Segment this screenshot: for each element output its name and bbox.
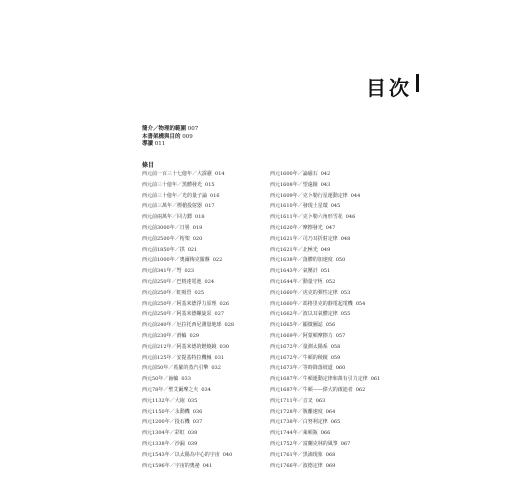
toc-entry-title: 西元1621年／北極光 bbox=[270, 246, 318, 253]
toc-entry[interactable] bbox=[142, 407, 234, 418]
toc-entry-page: 035 bbox=[187, 397, 198, 404]
toc-entry-page: 026 bbox=[219, 300, 230, 307]
toc-entry-page: 015 bbox=[205, 181, 215, 188]
toc-entry-page: 053 bbox=[340, 289, 351, 296]
front-matter-title: 導讀 bbox=[142, 141, 154, 147]
toc-entry-title: 西元前3000年／日晷 bbox=[142, 224, 190, 231]
toc-entry-title: 西元前341年／弩 bbox=[142, 268, 182, 275]
toc-entry[interactable] bbox=[270, 266, 380, 277]
toc-entry[interactable] bbox=[270, 212, 380, 223]
toc-entry[interactable] bbox=[142, 255, 234, 266]
toc-entry[interactable] bbox=[142, 201, 234, 212]
toc-entry-title: 西元1543年／以太陽為中心的宇宙 bbox=[142, 451, 220, 458]
toc-entry-title: 西元前212年／阿基米德的燃燒鏡 bbox=[142, 343, 217, 350]
toc-entry-page: 036 bbox=[192, 408, 203, 415]
toc-entry-title: 西元1744年／萊頓瓶 bbox=[270, 430, 318, 437]
toc-entry[interactable] bbox=[270, 374, 380, 385]
front-matter-list bbox=[142, 126, 342, 149]
toc-entry-page: 033 bbox=[181, 376, 191, 383]
toc-entry-title: 西元前50年／希羅的蒸汽引擎 bbox=[142, 365, 209, 372]
toc-entry[interactable] bbox=[270, 223, 380, 234]
front-matter-page: 009 bbox=[182, 133, 193, 140]
toc-entry[interactable] bbox=[270, 417, 380, 428]
toc-entry-page: 014 bbox=[215, 171, 225, 177]
toc-entry-title: 西元1596年／宇宙的奧祕 bbox=[142, 462, 200, 469]
toc-entry[interactable] bbox=[270, 461, 380, 472]
toc-entry[interactable] bbox=[270, 277, 380, 288]
toc-entry-title: 西元1672年／量測太陽系 bbox=[270, 343, 328, 350]
toc-entry-page: 037 bbox=[192, 419, 203, 426]
toc-entry-title: 西元1673年／等時降落坡道 bbox=[270, 365, 333, 372]
toc-entry-page: 044 bbox=[350, 192, 361, 199]
toc-entry-title: 西元1665年／顯微圖誌 bbox=[270, 322, 323, 329]
toc-entry-page: 062 bbox=[355, 386, 366, 393]
toc-entry-page: 027 bbox=[214, 311, 225, 318]
toc-entry-title: 西元50年／齒輪 bbox=[142, 376, 179, 383]
toc-entry-title: 西元1611年／克卜勒六角形雪花 bbox=[270, 214, 343, 221]
toc-entry-title: 西元1600年／論磁石 bbox=[270, 171, 318, 177]
page-title: 目次 bbox=[366, 76, 412, 100]
toc-entry-title: 西元1728年／脫離速度 bbox=[270, 408, 323, 415]
front-matter-item[interactable] bbox=[142, 126, 342, 134]
toc-entry[interactable] bbox=[270, 201, 380, 212]
front-matter-page: 011 bbox=[154, 141, 166, 147]
toc-entry-title: 西元1132年／大砲 bbox=[142, 397, 185, 404]
toc-entry-page: 048 bbox=[340, 235, 351, 242]
toc-entry-page: 046 bbox=[345, 214, 356, 221]
toc-entry-page: 024 bbox=[204, 278, 215, 285]
toc-entry[interactable] bbox=[270, 191, 380, 202]
toc-entry-title: 西元前250年／阿基米德浮力原理 bbox=[142, 300, 217, 307]
toc-entry-page: 068 bbox=[325, 451, 336, 458]
toc-entry[interactable] bbox=[142, 417, 234, 428]
toc-entry-page: 056 bbox=[325, 322, 336, 329]
toc-entry[interactable] bbox=[142, 342, 234, 353]
toc-entry-title: 西元1711年／音叉 bbox=[270, 397, 313, 404]
toc-entry-page: 016 bbox=[210, 192, 220, 199]
toc-entry-title: 西元前三十億年／黑體發光 bbox=[142, 181, 203, 188]
toc-entry-page: 029 bbox=[189, 332, 200, 339]
toc-entry-page: 038 bbox=[187, 430, 198, 437]
toc-entry-title: 西元前一百三十七億年／大霹靂 bbox=[142, 171, 213, 177]
toc-entry-title: 西元1150年／永動機 bbox=[142, 408, 190, 415]
toc-entry[interactable] bbox=[270, 255, 380, 266]
toc-entry[interactable] bbox=[142, 385, 234, 396]
toc-entry[interactable] bbox=[270, 309, 380, 320]
toc-entry[interactable] bbox=[142, 245, 234, 256]
toc-entry-page: 045 bbox=[330, 203, 341, 210]
toc-entry[interactable] bbox=[142, 180, 234, 191]
toc-entry-title: 西元1610年／發現土星環 bbox=[270, 203, 328, 210]
toc-entry-title: 西元前1000年／奧爾梅克羅盤 bbox=[142, 257, 210, 264]
toc-entry-page: 060 bbox=[335, 365, 346, 372]
toc-entry-page: 030 bbox=[219, 343, 230, 350]
entries-section-label: 條目 bbox=[142, 162, 155, 169]
toc-entry-page: 069 bbox=[325, 462, 336, 469]
toc-entry-page: 019 bbox=[192, 224, 203, 231]
toc-entry-title: 西元1660年／虎克的彈性定律 bbox=[270, 289, 338, 296]
toc-entry-page: 022 bbox=[212, 257, 223, 264]
toc-entry-page: 021 bbox=[187, 246, 198, 253]
toc-entry[interactable] bbox=[142, 191, 234, 202]
toc-entry[interactable] bbox=[270, 428, 380, 439]
toc-entry-title: 西元前250年／巴格達電池 bbox=[142, 278, 202, 285]
toc-entry[interactable] bbox=[270, 385, 380, 396]
toc-entry-page: 064 bbox=[325, 408, 336, 415]
front-matter-item[interactable] bbox=[142, 134, 342, 142]
toc-entry-page: 063 bbox=[315, 397, 326, 404]
toc-entry-title: 西元1672年／牛頓的稜鏡 bbox=[270, 354, 328, 361]
toc-entry-title: 西元1687年／牛頓——偉大的啟迪者 bbox=[270, 386, 353, 393]
toc-entry-title: 西元前1850年／拱 bbox=[142, 246, 185, 253]
toc-entry[interactable] bbox=[270, 363, 380, 374]
toc-entry-title: 西元前三萬年／標槍投射器 bbox=[142, 203, 203, 210]
toc-entry-title: 西元前250年／阿基米德螺旋泵 bbox=[142, 311, 212, 318]
toc-entry-page: 043 bbox=[320, 181, 331, 188]
toc-entry-page: 041 bbox=[202, 462, 213, 469]
toc-entry-page: 065 bbox=[330, 419, 341, 426]
title-bar-decoration bbox=[416, 74, 419, 92]
toc-entry-page: 028 bbox=[224, 322, 235, 329]
toc-entry-page: 052 bbox=[325, 278, 336, 285]
toc-entry-title: 西元1738年／白努利定律 bbox=[270, 419, 328, 426]
toc-entry[interactable] bbox=[142, 363, 234, 374]
toc-entry-page: 042 bbox=[320, 171, 331, 177]
toc-entry-title: 西元1200年／投石機 bbox=[142, 419, 190, 426]
toc-entry[interactable] bbox=[270, 288, 380, 299]
toc-entry-page: 050 bbox=[335, 257, 346, 264]
toc-entry[interactable] bbox=[270, 299, 380, 310]
toc-entry[interactable] bbox=[142, 450, 234, 461]
toc-entry-page: 059 bbox=[330, 354, 341, 361]
toc-entry[interactable] bbox=[270, 245, 380, 256]
entries-left-column bbox=[142, 169, 234, 471]
toc-entry-page: 047 bbox=[325, 224, 336, 231]
toc-entry-page: 017 bbox=[205, 203, 215, 210]
toc-entry[interactable] bbox=[142, 396, 234, 407]
toc-entry[interactable] bbox=[142, 212, 234, 223]
toc-entry[interactable] bbox=[142, 234, 234, 245]
toc-entry[interactable] bbox=[142, 169, 234, 180]
toc-entry[interactable] bbox=[142, 277, 234, 288]
toc-entry-title: 西元1660年／馮格里克的靜電起電機 bbox=[270, 300, 353, 307]
toc-entry[interactable] bbox=[142, 223, 234, 234]
toc-entry[interactable] bbox=[142, 374, 234, 385]
toc-entry-title: 西元前兩萬年／回力鏢 bbox=[142, 214, 193, 221]
toc-entry-page: 018 bbox=[195, 214, 205, 221]
toc-entry[interactable] bbox=[270, 169, 380, 180]
toc-entry-page: 067 bbox=[340, 440, 351, 447]
toc-entry-page: 051 bbox=[320, 268, 331, 275]
toc-entry-title: 西元1620年／摩擦發光 bbox=[270, 224, 323, 231]
toc-entry[interactable] bbox=[270, 353, 380, 364]
toc-entry[interactable] bbox=[270, 234, 380, 245]
toc-entry-title: 西元前三十億年／光的量子論 bbox=[142, 192, 208, 199]
toc-entry-title: 西元前2500年／桁架 bbox=[142, 235, 190, 242]
toc-entry-page: 057 bbox=[335, 332, 346, 339]
toc-entry[interactable] bbox=[270, 342, 380, 353]
toc-entry-page: 039 bbox=[187, 440, 198, 447]
toc-entry[interactable] bbox=[142, 461, 234, 472]
toc-entry[interactable] bbox=[142, 266, 234, 277]
toc-entry-title: 西元1752年／富蘭克林的風箏 bbox=[270, 440, 338, 447]
toc-entry-page: 020 bbox=[192, 235, 203, 242]
toc-entry[interactable] bbox=[270, 180, 380, 191]
toc-entry-title: 西元1662年／波以耳氣體定律 bbox=[270, 311, 338, 318]
toc-entry-title: 西元1643年／氣壓計 bbox=[270, 268, 318, 275]
toc-entry-title: 西元78年／聖艾爾摩之火 bbox=[142, 386, 199, 393]
front-matter-title: 簡介／物理的範圍 bbox=[142, 126, 187, 132]
toc-entry-page: 066 bbox=[320, 430, 331, 437]
front-matter-title: 本書架構與目的 bbox=[142, 133, 181, 140]
toc-entry[interactable] bbox=[270, 407, 380, 418]
front-matter-item[interactable] bbox=[142, 141, 342, 149]
toc-entry-title: 西元1669年／阿蒙頓摩擦力 bbox=[270, 332, 333, 339]
toc-entry[interactable] bbox=[270, 331, 380, 342]
toc-entry[interactable] bbox=[270, 439, 380, 450]
toc-entry-page: 040 bbox=[222, 451, 233, 458]
toc-entry-page: 034 bbox=[201, 386, 211, 393]
toc-entry[interactable] bbox=[142, 309, 234, 320]
toc-entry-title: 西元1304年／彩虹 bbox=[142, 430, 185, 437]
toc-entry[interactable] bbox=[142, 299, 234, 310]
toc-entry-page: 031 bbox=[214, 354, 225, 361]
front-matter-page: 007 bbox=[187, 126, 199, 132]
toc-entry-title: 西元1638年／落體的加速度 bbox=[270, 257, 333, 264]
toc-entry-title: 西元前230年／滑輪 bbox=[142, 332, 187, 339]
entries-right-column bbox=[270, 169, 380, 471]
toc-entry-title: 西元前240年／厄拉托西尼測量地球 bbox=[142, 322, 222, 329]
toc-entry-page: 054 bbox=[355, 300, 366, 307]
toc-entry-title: 西元1687年／牛頓運動定律和萬有引力定律 bbox=[270, 376, 368, 383]
toc-entry-title: 西元1609年／克卜勒行星運動定律 bbox=[270, 192, 348, 199]
toc-entry[interactable] bbox=[142, 428, 234, 439]
toc-entry-page: 061 bbox=[370, 376, 381, 383]
toc-entry-title: 西元前250年／虹吸管 bbox=[142, 289, 192, 296]
toc-entry-title: 西元1644年／動量守恆 bbox=[270, 278, 323, 285]
toc-entry-page: 058 bbox=[330, 343, 341, 350]
toc-entry-page: 023 bbox=[184, 268, 195, 275]
toc-entry-title: 西元1766年／波德定律 bbox=[270, 462, 323, 469]
toc-entry[interactable] bbox=[142, 353, 234, 364]
toc-entry-title: 西元1761年／黑滴現象 bbox=[270, 451, 323, 458]
toc-entry[interactable] bbox=[270, 450, 380, 461]
toc-entry-title: 西元1621年／司乃耳折射定律 bbox=[270, 235, 338, 242]
toc-entry[interactable] bbox=[142, 331, 234, 342]
toc-entry-title: 西元前125年／安提基特拉機械 bbox=[142, 354, 212, 361]
toc-entry[interactable] bbox=[270, 320, 380, 331]
toc-entry[interactable] bbox=[270, 396, 380, 407]
toc-entry-page: 032 bbox=[211, 365, 221, 372]
toc-entry-page: 049 bbox=[320, 246, 331, 253]
toc-entry[interactable] bbox=[142, 320, 234, 331]
toc-entry-page: 055 bbox=[340, 311, 351, 318]
toc-entry-title: 西元1608年／望遠鏡 bbox=[270, 181, 318, 188]
toc-entry-page: 025 bbox=[194, 289, 205, 296]
toc-entry-title: 西元1338年／沙漏 bbox=[142, 440, 185, 447]
toc-entry[interactable] bbox=[142, 439, 234, 450]
toc-entry[interactable] bbox=[142, 288, 234, 299]
